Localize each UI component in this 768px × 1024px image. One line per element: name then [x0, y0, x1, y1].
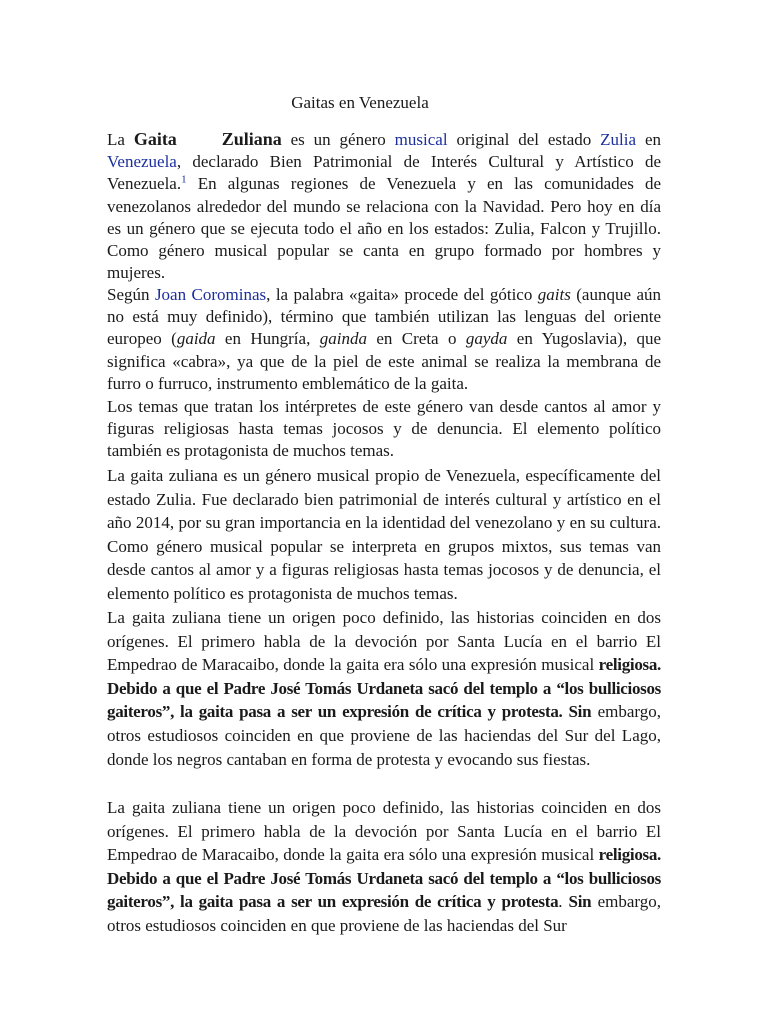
- word-gaida: gaida: [176, 329, 216, 349]
- link-musical[interactable]: musical: [394, 130, 448, 149]
- origin-repeat-dot: .: [558, 892, 563, 912]
- document-title: Gaitas en Venezuela: [291, 93, 429, 112]
- origin-repeat-bold-1: religiosa. Debido a que el Padre José Tomás Urdaneta sacó del templo a “los bulliciosos gaiteros”, la gaita pasa a ser un expresión de crítica y protesta: [107, 845, 661, 912]
- etym-text-1: , la palabra «gaita» procede del gótico: [266, 285, 538, 304]
- origin-repeat-text-2: embargo, otros estudiosos coinciden en que proviene de las haciendas del Sur: [107, 892, 661, 935]
- intro-original-del: original del: [447, 130, 539, 149]
- origin-repeat-bold-2: Sin: [562, 892, 592, 912]
- origin-bold: religiosa. Debido a que el Padre José Tomás Urdaneta sacó del templo a “los bulliciosos gaiteros”, la gaita pasa a ser un expresión de crítica y protesta. Sin: [107, 655, 661, 722]
- intro-estado: estado: [547, 130, 601, 149]
- paragraph-gaita-zuliana-intro: [107, 128, 661, 284]
- paragraph-themes: Los temas que tratan los intérpretes de este género van desde cantos al amor y figuras religiosas hasta temas jocosos y de denuncia. El elemento político también es protagonista de muchos temas.: [107, 397, 661, 461]
- word-gaits: gaits: [537, 285, 571, 304]
- origin-text-2: embargo, otros estudiosos coinciden en que proviene de las haciendas del Sur del Lago, donde los negros cantaban en forma de protesta y evocando sus fiestas.: [107, 702, 662, 769]
- term-zuliana: Zuliana: [221, 129, 282, 149]
- intro-la: La: [107, 130, 134, 149]
- origin-repeat-text-1: La gaita zuliana tiene un origen poco definido, las historias coinciden en dos orígenes. El primero habla de la devoción por Santa Lucía en el barrio El Empedrao de Maracaibo, donde la gaita era sólo una expresión musical: [107, 798, 661, 865]
- word-gayda: gayda: [465, 329, 508, 349]
- etym-segun: Según: [107, 285, 155, 304]
- paragraph-origin-repeat: [107, 796, 661, 938]
- intro-rest-2: En algunas regiones de Venezuela y en las comunidades de venezolanos alrededor del mundo se relaciona con la Navidad. Pero hoy en día es un género que se ejecuta todo el año en los estados: Zulia, Falcon y Trujillo. Como género musical popular se canta en grupo formado por hombres y mujeres.: [107, 174, 661, 283]
- word-gainda: gainda: [319, 329, 367, 349]
- etym-text-4: en Creta o: [366, 329, 466, 349]
- paragraph-origin: [107, 606, 661, 771]
- footnote-reference[interactable]: 1: [181, 173, 187, 186]
- paragraph-genre-description: La gaita zuliana es un género musical propio de Venezuela, específicamente del estado Zulia. Fue declarado bien patrimonial de interés cultural y artístico en el año 2014, por su gran importancia en la identidad del venezolano y en su cultura. Como género musical popular se interpreta en grupos mixtos, sus temas van desde cantos al amor y a figuras religiosas hasta temas jocosos y de denuncia, el elemento político es protagonista de muchos temas.: [107, 466, 661, 603]
- intro-en: en: [636, 130, 661, 149]
- term-gaita: Gaita: [133, 129, 177, 149]
- origin-text-1: La gaita zuliana tiene un origen poco definido, las historias coinciden en dos orígenes. El primero habla de la devoción por Santa Lucía en el barrio El Empedrao de Maracaibo, donde la gaita era sólo una expresión musical: [107, 608, 661, 675]
- etym-text-5: en Yugoslavia), que significa «cabra», ya que de la piel de este animal se realiza la membrana de furro o furruco, instrumento emblemático de la gaita.: [107, 329, 662, 393]
- paragraph-etymology: [107, 284, 661, 395]
- link-zulia[interactable]: Zulia: [600, 130, 637, 149]
- link-venezuela[interactable]: Venezuela: [107, 152, 177, 172]
- intro-es-un-genero: es un género: [281, 130, 395, 149]
- link-joan-corominas[interactable]: Joan Corominas: [154, 285, 267, 304]
- etym-text-3: en Hungría,: [215, 329, 320, 349]
- intro-rest-1: , declarado Bien Patrimonial de Interés Cultural y Artístico de Venezuela.: [107, 152, 661, 194]
- etym-text-2: (aunque aún no está muy definido), término que también utilizan las lenguas del oriente europeo (: [107, 285, 661, 349]
